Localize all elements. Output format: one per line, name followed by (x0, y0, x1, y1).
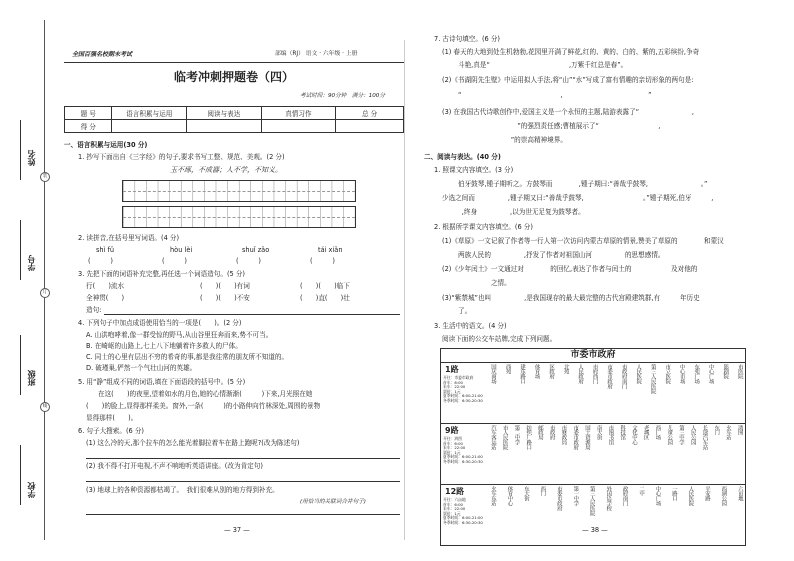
score-header: 题 号 (65, 107, 112, 120)
series-label: 全国百强名校期末考试 (72, 51, 133, 58)
bus-stop: 北苑 (562, 364, 569, 374)
q7-2-line-1: (2)《书湖阴先生壁》中运用拟人手法,将“山”“水”写成了富有情趣的亲切形象的两句是: (442, 76, 694, 84)
route-name: 12路 (445, 487, 465, 496)
r-q2-2-line-1[interactable]: (2)《少年闰土》一文通过对 的回忆,表达了作者与闰土的 及对他的 (442, 265, 698, 273)
score-cell[interactable] (336, 120, 404, 133)
score-cell[interactable] (261, 120, 336, 133)
q3-prompt: 3. 先把下面的词语补充完整,再任选一个词语造句。(5 分) (78, 270, 245, 278)
score-cell[interactable] (112, 120, 187, 133)
bus-stop: 老城区 (642, 425, 649, 440)
bus-stop: 人民医院 (687, 486, 694, 506)
q7-prompt: 7. 古诗句填空。(6 分) (434, 35, 500, 43)
r-q2-2-line-2[interactable]: 之情。 (458, 279, 511, 287)
route-name: 1路 (445, 365, 459, 374)
bus-stop: 汽车客运站 (490, 425, 496, 450)
idiom-1[interactable]: 行( )流水 (86, 282, 125, 290)
name-label: 姓名 (27, 150, 36, 166)
route-info-line: 开往：市委市政府 (443, 375, 474, 380)
school-blank (20, 445, 21, 505)
q6-item-2: (2) 我不得不打开电视,不声不响地听英语讲座。(改为肯定句) (86, 462, 263, 470)
r-q2-3-line-1[interactable]: (3)“紫禁城”也叫 ,是我国现存的最大最完整的古代宫殿建筑群,有 年历史 (442, 294, 700, 302)
route-info-line: 首车：6:00 (443, 440, 463, 446)
bus-stop: 西门 (539, 486, 546, 496)
bus-stop: 纺织厂路口 (525, 425, 532, 450)
bus-stop: 第一中学 (572, 486, 579, 506)
q1-text: 玉不琢，不成器；人不学，不知义。 (170, 166, 282, 174)
route-info (443, 437, 487, 465)
bus-stop: 市医院 (736, 364, 743, 379)
bus-stop: 市政府 (548, 425, 555, 440)
pinyin-answer-3[interactable]: ( ) (236, 257, 261, 265)
bus-stop: 国土资源局 (584, 425, 590, 450)
bus-stop: 一路口 (670, 486, 677, 501)
route-info-line: 冬季时间：6:30-20:30 (443, 458, 483, 464)
bus-stop: 文化中心 (631, 425, 637, 445)
bus-stop: 政府南门 (621, 486, 628, 506)
route-info-line: 票价：1元 (443, 449, 461, 455)
bus-stop: 体育中心 (506, 486, 513, 506)
bus-stop: 国庆商场 (490, 364, 496, 384)
q6-item-1: (1) 这么冷的天,那个拉车的怎么能光着脚拉着车在路上跑呢?(改为陈述句) (86, 439, 300, 447)
q6-answer-line-3[interactable] (86, 514, 400, 515)
q4-option-b[interactable]: B. 在崎岖的山路上,七上八下地躺着许多救人的尸体。 (86, 342, 242, 350)
bus-stop: 市图书馆 (607, 425, 614, 445)
bus-sign-title: 市委市政府 (441, 349, 745, 363)
bus-stop: 市府西门 (591, 364, 598, 384)
bus-stop: 西湖公园 (720, 486, 727, 506)
route-info-line: 末车：22:00 (443, 445, 466, 451)
bus-stop: 市人民医院 (501, 425, 508, 450)
bus-stop: 鸿图 (736, 425, 743, 435)
route-info (443, 498, 487, 526)
score-table (64, 106, 404, 133)
bus-stop: 火车站 (725, 425, 731, 440)
bus-stop: 第三中学 (678, 425, 684, 445)
route-info-line: 末车：22:00 (443, 384, 466, 390)
pinyin-1: shì fǔ (96, 246, 115, 254)
route-info-line: 票价：1元 (443, 510, 461, 516)
binding-margin (0, 0, 62, 561)
bus-stop: 影剧院 (722, 364, 729, 379)
bus-stop: 市委市政府 (606, 364, 613, 389)
bus-stop: 中心广场 (654, 486, 661, 506)
route-stops (489, 425, 743, 482)
bus-stop: 南大街 (595, 425, 602, 440)
route-info-line: 首车：6:00 (443, 501, 463, 507)
bus-stop: 火车东站 (490, 486, 496, 506)
page-title: 临考冲刺押题卷（四） (173, 70, 294, 84)
bus-stop: 体育场 (533, 364, 540, 379)
bus-stop: 长途汽车站 (701, 425, 708, 450)
r-q1-line-3[interactable]: ,终身 ,以为世无足复为鼓琴者。 (442, 208, 585, 216)
bus-stop: 西苑 (504, 364, 511, 374)
idiom-6[interactable]: ( )直( )壮 (300, 294, 350, 302)
q5-line-2[interactable]: ( )的脸上,显得那样柔美。窗外,一条( )的小路伸向竹林深处,周围的景物 (86, 402, 321, 410)
class-label: 班级 (27, 370, 36, 386)
bus-stop: 人民公园 (689, 425, 696, 445)
header-rule (64, 62, 404, 63)
score-header: 真情习作 (261, 107, 336, 120)
q2-prompt: 2. 读拼音,在括号里写词语。(4 分) (78, 234, 180, 242)
pinyin-3: shuǐ zǎo (242, 246, 270, 254)
route-info-line: 冬季时间：6:30-20:30 (443, 519, 483, 525)
r-q2-1-line-2[interactable]: 两族人民的 ,抒发了作者对祖国山河 的思想感情。 (458, 251, 665, 259)
r-q2-1-line-1[interactable]: (1)《草原》一文记叙了作者等一行人第一次访问内蒙古草原的情景,赞美了草原的 和蒙汉 (442, 237, 724, 245)
bus-stop: 东苑广场 (693, 364, 700, 384)
idiom-5[interactable]: ( )( )不安 (200, 294, 250, 302)
route-info-line: 首车：6:00 (443, 379, 463, 385)
r-q1-line-2[interactable]: 少选之间而 ,锺子期又曰:“善哉乎鼓琴, 。”锺子期死,伯牙 , (442, 194, 714, 202)
binding-knot-3: 线 (40, 402, 50, 412)
bus-stop: 西广场 (654, 425, 661, 440)
q5-prompt: 5. 用“静”组成不同的词语,填在下面语段的括号中。(5 分) (78, 378, 246, 386)
route-info-line: 夏季时间：6:00-21:00 (443, 515, 483, 521)
section-1-heading: 一、语言积累与运用(30 分) (64, 141, 148, 149)
bus-stop-sign (440, 348, 746, 546)
route-info-line: 开往：鸿图 (443, 436, 462, 441)
q7-1-line-2[interactable]: 斗艳,真是“ ,万紫千红总是春”。 (458, 61, 628, 69)
idiom-4[interactable]: 全神贯( ) (86, 294, 125, 302)
score-header: 总 分 (336, 107, 404, 120)
q6-item-3-note: (用恰当的关联词合并句子) (300, 499, 366, 505)
r-q2-3-line-2: 了。 (458, 307, 472, 315)
q5-line-3[interactable]: 显得那样( )。 (86, 414, 138, 422)
bus-stop: 市委市政府 (572, 425, 579, 450)
r-q3-prompt: 3. 生活中的语文。(4 分) (434, 322, 507, 330)
route-row (441, 423, 745, 485)
bus-stop: 东门 (713, 425, 720, 435)
idiom-3[interactable]: ( )( )临下 (300, 282, 350, 290)
r-q1-line-1[interactable]: 伯牙鼓琴,锺子期听之。方鼓琴而 ,锺子期曰:“善哉乎鼓琴, 。” (458, 180, 708, 188)
r-q2-prompt: 2. 根据所学课文内容填空。(6 分) (434, 223, 533, 231)
q6-answer-line-2[interactable] (86, 481, 400, 482)
bus-stop: 第三人民医院 (588, 486, 595, 516)
school-label: 学校 (27, 482, 36, 498)
score-header-row (65, 107, 404, 120)
pinyin-2: hòu lèi (170, 246, 193, 254)
make-sentence-line[interactable] (104, 314, 400, 315)
bus-stop: 六亩地 (736, 486, 743, 501)
route-row (441, 484, 745, 545)
route-stops (489, 486, 743, 543)
bus-stop: 外国语学校 (605, 486, 612, 511)
number-label: 学号 (27, 255, 36, 271)
binding-knot-2: 订 (40, 288, 50, 298)
bus-stop: 市财政局 (560, 425, 567, 445)
edition-label: 部编（RJ） 语文 · 六年级 · 上册 (275, 51, 358, 57)
score-row (65, 120, 404, 133)
q6-item-3: (3) 地球上的各种资源都枯竭了。 我们很难从别的地方得到补充。 (86, 486, 279, 494)
binding-knot-1: 装 (40, 172, 50, 182)
q4-prompt: 4. 下列句子中加点成语使用恰当的一项是( )。(2 分) (78, 319, 242, 327)
bus-stop: 市政府南门 (620, 364, 627, 389)
pinyin-answer-1[interactable]: ( ) (88, 257, 113, 265)
route-info-line: 末车：22:00 (443, 506, 466, 512)
bus-stop: 区政府 (548, 364, 555, 379)
section-2-heading: 二、阅读与表达。(40 分) (424, 153, 501, 161)
q6-answer-line-1[interactable] (86, 458, 400, 459)
q4-option-d[interactable]: D. 破瑾巢,俨然一个气壮山河的英雄。 (86, 364, 197, 372)
q7-3-line-2[interactable]: ”的强烈责任感;曹植展示了“ , (458, 122, 687, 130)
writing-grid-1[interactable] (122, 180, 356, 202)
bus-stop: 平安路 (703, 486, 710, 501)
route-name: 9路 (445, 426, 459, 435)
q4-option-a[interactable]: A. 山洪咆哮着,像一群受惊的野马,从山谷里狂奔而来,势不可当。 (86, 331, 273, 339)
bus-stop: 人民政府 (577, 364, 584, 384)
bus-stop: 儿童公园 (666, 425, 673, 445)
q6-prompt: 6. 句子大搜索。(6 分) (78, 427, 144, 435)
pinyin-answer-4[interactable]: ( ) (310, 257, 335, 265)
r-q3-intro: 阅读下面的公交车站牌,完成下列问题。 (442, 335, 557, 343)
route-info (443, 376, 487, 404)
binding-line (44, 20, 45, 540)
idiom-2[interactable]: ( )( )有词 (200, 282, 250, 290)
exam-time: 考试时间：90分钟 满分：100分 (300, 93, 385, 99)
name-blank (20, 120, 21, 180)
route-info-line: 开往：六亩地 (443, 497, 466, 502)
route-info-line: 冬季时间：6:30-20:30 (443, 397, 483, 403)
pinyin-answer-2[interactable]: ( ) (162, 257, 187, 265)
q7-1-line-1: (1) 春天的大地到处生机勃勃,花园里开满了鲜花,红的、黄的、白的、紫的,五彩缤纷,争奇 (442, 48, 700, 56)
bus-stop: 第二中学 (513, 425, 520, 445)
score-header: 语言积累与运用 (112, 107, 187, 120)
route-row (441, 362, 745, 424)
bus-stop: 中心广场 (707, 364, 714, 384)
page-divider (404, 40, 405, 540)
route-info-line: 夏季时间：6:00-21:00 (443, 393, 483, 399)
bus-stop: 市立医院 (664, 364, 671, 384)
q7-3-line-1[interactable]: (3) 在我国古代诗歌创作中,爱国主义是一个永恒的主题,陆游表露了“ , (442, 108, 721, 116)
class-blank (20, 335, 21, 395)
score-row-label: 得 分 (65, 120, 112, 133)
score-header: 阅读与表达 (187, 107, 262, 120)
bus-stop: 第三人民医院 (649, 364, 656, 394)
q5-line-1[interactable]: 在这( )的夜里,望着如水的月色,她的心情渐渐( )下来,月光照在她 (98, 390, 313, 398)
q4-option-c[interactable]: C. 同士的心里有层出不穷的希奇的事,都是我往常的朋友所不知道的。 (86, 353, 289, 361)
number-blank (20, 220, 21, 280)
page-number-right: — 38 — (582, 526, 608, 534)
bus-stop: 邮政局 (537, 425, 543, 440)
bus-stop: 二中 (638, 486, 645, 496)
pinyin-4: tái xiǎn (318, 246, 343, 254)
bus-stop: 建东路口 (519, 364, 526, 384)
q1-prompt: 1. 抄写下面出自《三字经》的句子,要求书写工整、规范、美观。(2 分) (78, 153, 285, 161)
r-q1-prompt: 1. 照课文内容填空。(3 分) (434, 166, 514, 174)
bus-stop: 市委市政府 (555, 486, 562, 511)
bus-stop: 科技馆 (619, 425, 626, 440)
q7-2-line-2[interactable]: “ , ” (458, 91, 652, 99)
page-number-left: — 37 — (224, 526, 250, 534)
q7-3-line-3[interactable]: ”的崇高精神境界。 (458, 136, 567, 144)
route-stops (489, 364, 743, 421)
score-cell[interactable] (187, 120, 262, 133)
bus-stop: 东大街 (522, 486, 529, 501)
writing-grid-2[interactable] (122, 206, 356, 228)
route-info-line: 票价：1元 (443, 388, 461, 394)
bus-stop: 人民医院 (635, 364, 642, 384)
make-sentence-label: 造句: (86, 306, 102, 314)
bus-stop: 中心市场 (678, 364, 685, 384)
route-info-line: 夏季时间：6:00-21:00 (443, 454, 483, 460)
